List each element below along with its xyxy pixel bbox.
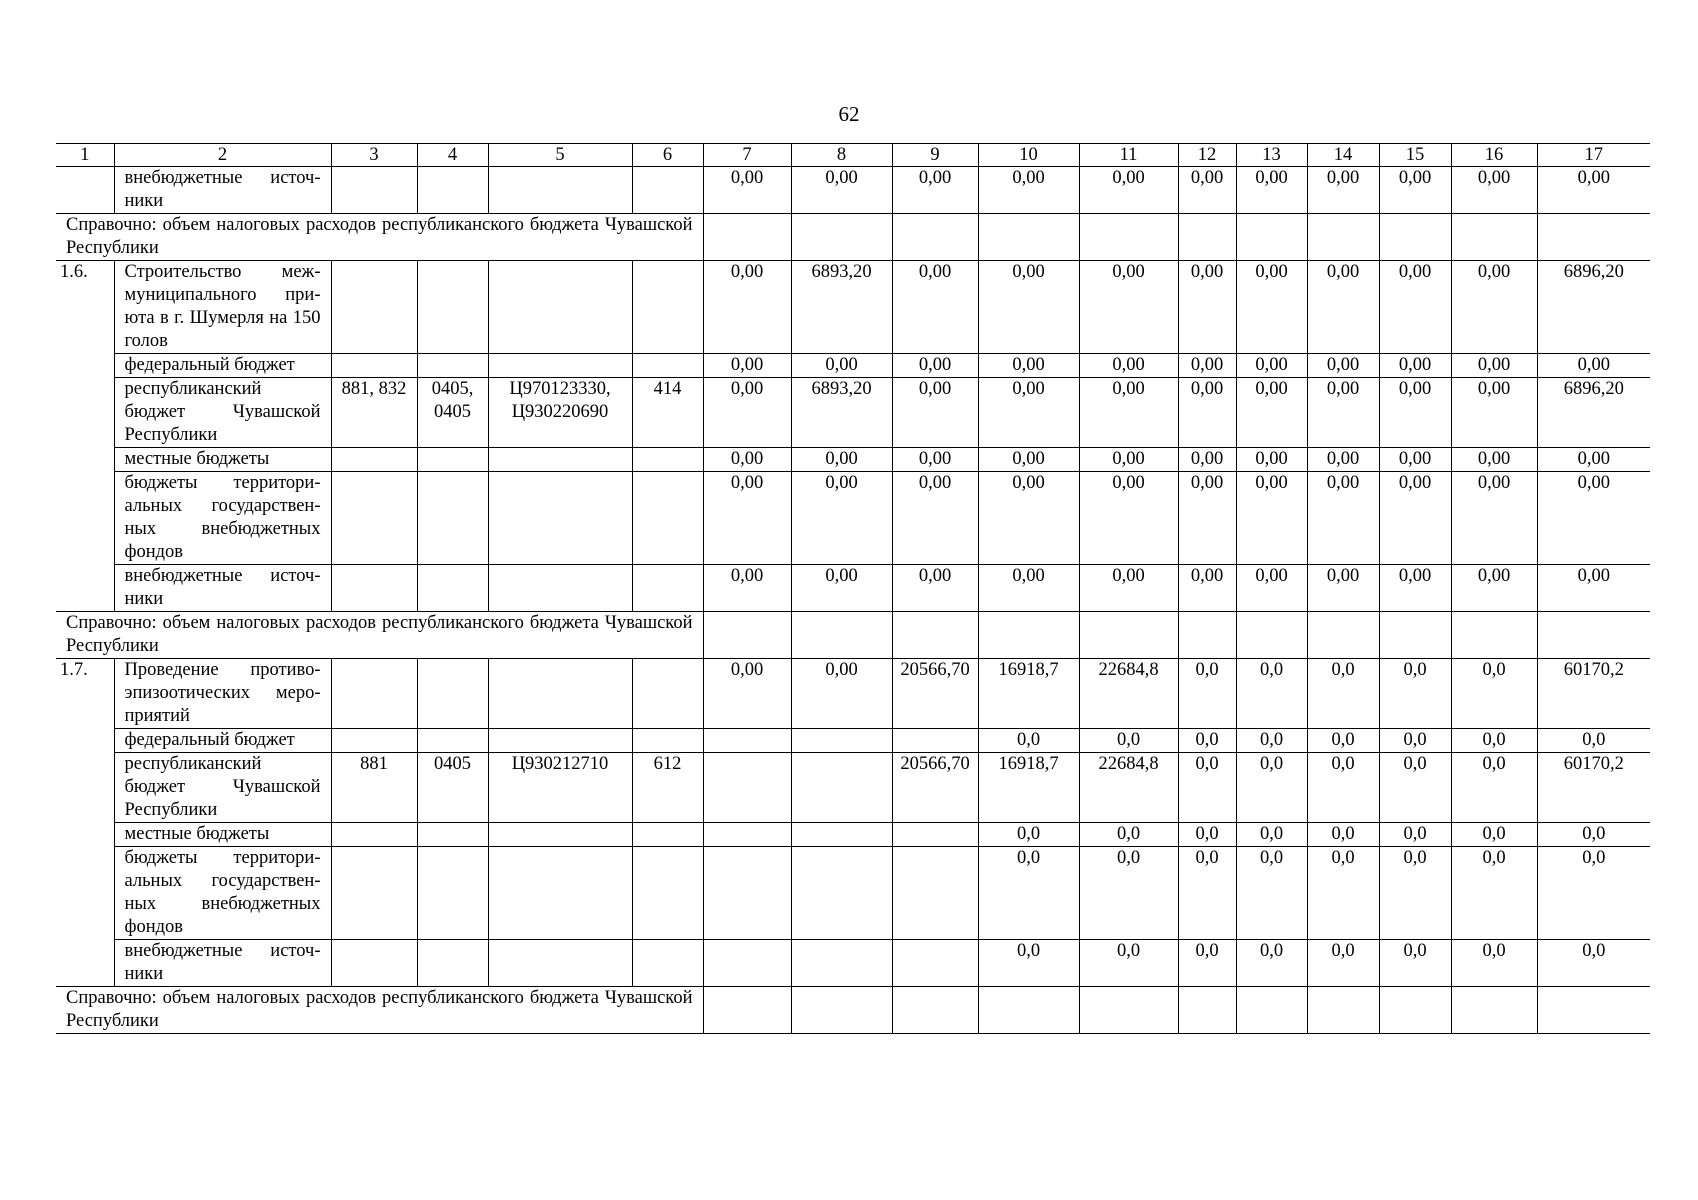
value-cell: 0,00 [1236,354,1307,378]
table-row [56,940,1650,987]
value-cell: 0,00 [703,261,791,354]
value-cell: 0,00 [1537,167,1650,214]
page-number: 62 [838,102,860,126]
reference-row [56,612,1650,659]
code-c6: 414 [632,378,703,448]
value-cell: 0,00 [791,659,892,729]
reference-value-cell [1451,214,1537,261]
value-cell [703,753,791,823]
code-c4 [417,472,488,565]
value-cell: 60170,2 [1537,659,1650,729]
value-cell: 0,0 [978,847,1079,940]
code-c3 [331,847,417,940]
row-name: Строительство меж-муниципального при-юта в г. Шумерля на 150 голов [114,261,331,354]
value-cell: 0,00 [1379,565,1451,612]
table-row [56,823,1650,847]
reference-value-cell [703,987,791,1034]
value-cell: 0,0 [1307,729,1379,753]
reference-label: Справочно: объем налоговых расходов республиканского бюджета Чувашской Республики [56,214,703,261]
reference-value-cell [1236,987,1307,1034]
value-cell: 6893,20 [791,261,892,354]
code-c3: 881, 832 [331,378,417,448]
row-name: бюджеты территори-альных государствен-ных внебюджетных фондов [114,847,331,940]
table-row [56,659,1650,729]
code-c5 [488,565,632,612]
value-cell [892,847,978,940]
row-name: федеральный бюджет [114,729,331,753]
reference-value-cell [1451,612,1537,659]
code-c3 [331,823,417,847]
row-name: местные бюджеты [114,823,331,847]
value-cell [703,940,791,987]
value-cell: 0,00 [1236,472,1307,565]
code-c6 [632,940,703,987]
row-name: внебюджетные источ-ники [114,940,331,987]
value-cell: 0,00 [1079,448,1178,472]
value-cell [791,823,892,847]
value-cell: 0,0 [1178,659,1236,729]
value-cell: 20566,70 [892,659,978,729]
code-c4 [417,354,488,378]
header-cell: 13 [1236,144,1307,167]
code-c6 [632,448,703,472]
code-c4: 0405, 0405 [417,378,488,448]
header-cell: 1 [56,144,114,167]
code-c6 [632,167,703,214]
code-c4 [417,448,488,472]
value-cell: 0,00 [978,378,1079,448]
value-cell: 0,00 [1236,565,1307,612]
value-cell: 0,00 [978,167,1079,214]
value-cell: 0,0 [1537,847,1650,940]
code-c3 [331,565,417,612]
code-c5 [488,167,632,214]
header-cell: 9 [892,144,978,167]
value-cell: 0,00 [703,378,791,448]
code-c6: 612 [632,753,703,823]
value-cell: 0,00 [1451,378,1537,448]
value-cell: 22684,8 [1079,659,1178,729]
value-cell: 0,0 [1379,659,1451,729]
reference-value-cell [1178,612,1236,659]
code-c5 [488,354,632,378]
value-cell: 0,00 [1451,448,1537,472]
value-cell [703,847,791,940]
row-name: Проведение противо-эпизоотических меро-приятий [114,659,331,729]
code-c4: 0405 [417,753,488,823]
row-name: республиканский бюджет Чувашской Республики [114,753,331,823]
header-cell: 12 [1178,144,1236,167]
code-c6 [632,823,703,847]
value-cell: 0,0 [1307,659,1379,729]
value-cell: 0,00 [1178,167,1236,214]
value-cell: 0,00 [1178,354,1236,378]
code-c4 [417,261,488,354]
value-cell: 0,0 [978,940,1079,987]
value-cell: 0,00 [1079,565,1178,612]
value-cell: 0,00 [1307,448,1379,472]
value-cell: 0,00 [1178,378,1236,448]
code-c3 [331,940,417,987]
value-cell: 0,00 [703,354,791,378]
value-cell [791,753,892,823]
value-cell: 0,00 [791,167,892,214]
value-cell: 0,0 [1079,940,1178,987]
header-cell: 3 [331,144,417,167]
value-cell: 0,0 [1451,729,1537,753]
value-cell [791,847,892,940]
reference-value-cell [1307,612,1379,659]
value-cell: 0,00 [1079,261,1178,354]
header-cell: 8 [791,144,892,167]
row-name: республиканский бюджет Чувашской Республики [114,378,331,448]
code-c3 [331,167,417,214]
code-c5 [488,448,632,472]
value-cell [892,729,978,753]
row-name: федеральный бюджет [114,354,331,378]
row-name: бюджеты территори-альных государствен-ных внебюджетных фондов [114,472,331,565]
reference-value-cell [791,987,892,1034]
reference-value-cell [1079,612,1178,659]
value-cell: 0,0 [1379,847,1451,940]
value-cell: 6896,20 [1537,378,1650,448]
reference-value-cell [703,612,791,659]
header-cell: 11 [1079,144,1178,167]
value-cell: 20566,70 [892,753,978,823]
value-cell: 0,00 [978,448,1079,472]
code-c3 [331,472,417,565]
code-c5 [488,261,632,354]
value-cell: 0,00 [892,261,978,354]
value-cell: 0,00 [1307,472,1379,565]
header-cell: 2 [114,144,331,167]
value-cell: 0,00 [1537,472,1650,565]
reference-value-cell [1451,987,1537,1034]
value-cell: 0,0 [1537,823,1650,847]
code-c4 [417,167,488,214]
value-cell: 0,00 [1236,261,1307,354]
table-row [56,472,1650,565]
value-cell: 0,00 [703,472,791,565]
value-cell: 0,00 [1307,354,1379,378]
code-c3 [331,354,417,378]
value-cell: 0,0 [1307,847,1379,940]
value-cell: 0,0 [1079,729,1178,753]
reference-label: Справочно: объем налоговых расходов республиканского бюджета Чувашской Республики [56,612,703,659]
header-cell: 4 [417,144,488,167]
code-c6 [632,659,703,729]
reference-value-cell [892,987,978,1034]
reference-value-cell [978,987,1079,1034]
reference-row [56,214,1650,261]
row-name: местные бюджеты [114,448,331,472]
value-cell: 0,00 [1178,261,1236,354]
value-cell: 0,0 [1451,847,1537,940]
value-cell: 0,0 [978,729,1079,753]
value-cell: 0,00 [978,565,1079,612]
reference-value-cell [978,612,1079,659]
value-cell: 0,00 [1236,167,1307,214]
code-c4 [417,565,488,612]
code-c4 [417,940,488,987]
code-c4 [417,659,488,729]
reference-value-cell [978,214,1079,261]
reference-value-cell [1236,612,1307,659]
table-row [56,167,1650,214]
header-cell: 16 [1451,144,1537,167]
reference-value-cell [1537,214,1650,261]
row-name: внебюджетные источ-ники [114,167,331,214]
header-cell: 14 [1307,144,1379,167]
value-cell: 16918,7 [978,659,1079,729]
code-c3 [331,448,417,472]
value-cell: 16918,7 [978,753,1079,823]
value-cell: 0,00 [892,448,978,472]
section-number: 1.6. [56,261,114,612]
value-cell: 0,00 [1379,448,1451,472]
table-row [56,565,1650,612]
code-c3 [331,261,417,354]
code-c6 [632,472,703,565]
value-cell: 0,0 [1379,823,1451,847]
value-cell: 0,0 [1178,753,1236,823]
table-row [56,753,1650,823]
value-cell: 0,00 [1307,378,1379,448]
reference-value-cell [1307,214,1379,261]
value-cell: 0,0 [1236,847,1307,940]
value-cell: 0,0 [1379,753,1451,823]
header-cell: 5 [488,144,632,167]
reference-value-cell [892,612,978,659]
table-row [56,448,1650,472]
code-c6 [632,565,703,612]
reference-row [56,987,1650,1034]
value-cell: 0,00 [892,472,978,565]
value-cell: 0,0 [1079,823,1178,847]
value-cell: 0,0 [1451,753,1537,823]
value-cell: 0,00 [1451,354,1537,378]
header-cell: 6 [632,144,703,167]
reference-value-cell [1307,987,1379,1034]
value-cell: 0,00 [1236,448,1307,472]
code-c5: Ц970123330, Ц930220690 [488,378,632,448]
value-cell: 0,00 [1451,261,1537,354]
value-cell: 0,00 [1307,261,1379,354]
reference-value-cell [1079,214,1178,261]
value-cell: 0,0 [978,823,1079,847]
header-cell: 7 [703,144,791,167]
value-cell: 0,00 [1537,565,1650,612]
reference-value-cell [791,214,892,261]
value-cell: 0,0 [1178,823,1236,847]
code-c3 [331,659,417,729]
header-cell: 15 [1379,144,1451,167]
code-c5 [488,847,632,940]
value-cell: 0,00 [703,167,791,214]
value-cell: 0,0 [1236,659,1307,729]
value-cell: 0,0 [1451,823,1537,847]
reference-value-cell [892,214,978,261]
reference-value-cell [1178,214,1236,261]
code-c4 [417,823,488,847]
value-cell: 0,00 [1379,261,1451,354]
code-c5 [488,659,632,729]
section-number: 1.7. [56,659,114,987]
reference-value-cell [1079,987,1178,1034]
code-c4 [417,847,488,940]
value-cell: 0,0 [1379,729,1451,753]
value-cell: 0,00 [892,565,978,612]
value-cell: 0,00 [892,167,978,214]
header-cell: 10 [978,144,1079,167]
value-cell: 0,00 [1379,472,1451,565]
value-cell: 60170,2 [1537,753,1650,823]
reference-value-cell [1537,612,1650,659]
reference-value-cell [1379,987,1451,1034]
reference-label: Справочно: объем налоговых расходов республиканского бюджета Чувашской Республики [56,987,703,1034]
value-cell: 0,0 [1178,940,1236,987]
value-cell: 0,0 [1307,940,1379,987]
header-row [56,144,1650,167]
table-row [56,847,1650,940]
value-cell: 0,00 [703,565,791,612]
value-cell [703,729,791,753]
value-cell [703,823,791,847]
code-c3 [331,729,417,753]
header-cell: 17 [1537,144,1650,167]
value-cell: 0,0 [1451,940,1537,987]
value-cell: 0,00 [1451,472,1537,565]
reference-value-cell [1379,612,1451,659]
value-cell [892,940,978,987]
code-c6 [632,847,703,940]
table-row [56,354,1650,378]
value-cell [791,940,892,987]
value-cell: 0,00 [1178,448,1236,472]
value-cell: 0,00 [1079,354,1178,378]
table-row [56,261,1650,354]
value-cell: 0,00 [978,261,1079,354]
value-cell: 0,0 [1079,847,1178,940]
value-cell [892,823,978,847]
value-cell: 0,0 [1537,940,1650,987]
reference-value-cell [1379,214,1451,261]
value-cell: 0,00 [1079,378,1178,448]
value-cell: 0,00 [892,378,978,448]
budget-table [56,143,1650,1034]
code-c5 [488,729,632,753]
reference-value-cell [1236,214,1307,261]
value-cell: 0,00 [1079,167,1178,214]
value-cell: 0,00 [1379,167,1451,214]
value-cell: 0,0 [1379,940,1451,987]
value-cell: 0,00 [1236,378,1307,448]
reference-value-cell [791,612,892,659]
value-cell: 0,00 [1178,472,1236,565]
code-c6 [632,729,703,753]
value-cell: 0,00 [703,448,791,472]
value-cell: 0,00 [791,565,892,612]
value-cell: 0,00 [1451,167,1537,214]
reference-value-cell [1537,987,1650,1034]
value-cell: 0,00 [1379,378,1451,448]
value-cell: 0,00 [1451,565,1537,612]
value-cell: 0,0 [1451,659,1537,729]
code-c5 [488,940,632,987]
reference-value-cell [703,214,791,261]
value-cell: 0,00 [791,448,892,472]
row-name: внебюджетные источ-ники [114,565,331,612]
value-cell: 0,00 [1537,354,1650,378]
section-number-cell [56,167,114,214]
value-cell: 0,00 [978,472,1079,565]
value-cell: 0,00 [791,472,892,565]
value-cell: 0,00 [1307,167,1379,214]
value-cell: 0,00 [1079,472,1178,565]
code-c5: Ц930212710 [488,753,632,823]
value-cell: 0,00 [791,354,892,378]
code-c6 [632,354,703,378]
value-cell: 6896,20 [1537,261,1650,354]
value-cell: 0,0 [1307,823,1379,847]
value-cell: 0,0 [1236,940,1307,987]
code-c3: 881 [331,753,417,823]
value-cell: 0,0 [1537,729,1650,753]
table-row [56,378,1650,448]
value-cell: 0,0 [1236,729,1307,753]
value-cell: 0,0 [1178,847,1236,940]
reference-value-cell [1178,987,1236,1034]
value-cell: 0,00 [1379,354,1451,378]
value-cell: 0,00 [1537,448,1650,472]
value-cell: 22684,8 [1079,753,1178,823]
value-cell: 0,0 [1236,823,1307,847]
code-c5 [488,823,632,847]
value-cell: 0,00 [978,354,1079,378]
value-cell: 0,00 [892,354,978,378]
code-c4 [417,729,488,753]
code-c6 [632,261,703,354]
code-c5 [488,472,632,565]
value-cell [791,729,892,753]
table-row [56,729,1650,753]
value-cell: 6893,20 [791,378,892,448]
value-cell: 0,00 [1307,565,1379,612]
value-cell: 0,00 [1178,565,1236,612]
value-cell: 0,0 [1236,753,1307,823]
value-cell: 0,0 [1178,729,1236,753]
value-cell: 0,0 [1307,753,1379,823]
value-cell: 0,00 [703,659,791,729]
